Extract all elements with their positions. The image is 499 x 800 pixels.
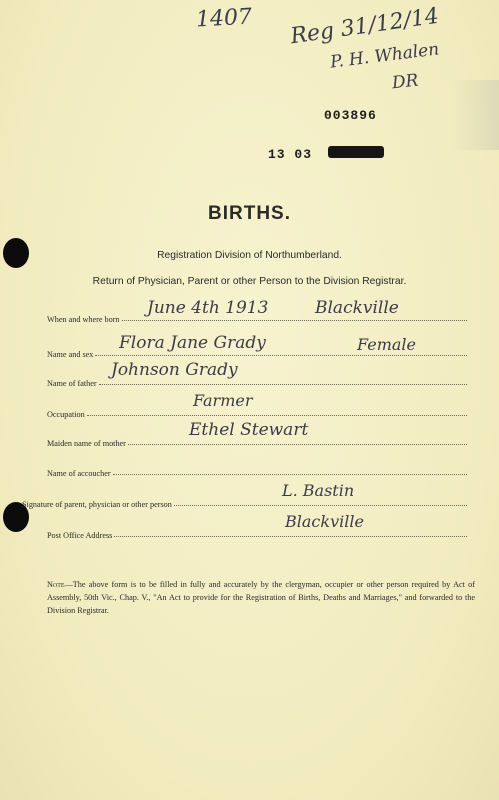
birth-date-value: June 4th 1913 xyxy=(147,298,269,318)
dotted-leader xyxy=(122,319,467,321)
field-row-birth xyxy=(47,298,467,324)
handwritten-registration-date: Reg 31/12/14 xyxy=(288,3,441,50)
field-row-occupation xyxy=(47,391,467,419)
informant-signature-value: L. Bastin xyxy=(282,481,355,500)
handwritten-record-number: 1407 xyxy=(195,4,253,33)
sex-value: Female xyxy=(357,335,416,354)
return-line: Return of Physician, Parent or other Person to the Division Registrar. xyxy=(92,276,407,287)
field-label: Occupation xyxy=(47,410,85,419)
dotted-leader xyxy=(114,535,467,537)
field-label: Signature of parent, physician or other person xyxy=(22,500,172,509)
handwritten-registrar-signature: P. H. Whalen xyxy=(329,39,441,73)
field-label: Post Office Address xyxy=(47,531,113,540)
dotted-leader xyxy=(99,383,467,385)
field-row-post-office xyxy=(47,512,467,540)
redaction-mark xyxy=(328,146,384,158)
field-label: When and where born xyxy=(47,315,120,324)
child-name-value: Flora Jane Grady xyxy=(119,333,266,353)
dotted-leader xyxy=(87,414,467,416)
dotted-leader xyxy=(174,504,467,506)
field-label: Name of father xyxy=(47,379,97,388)
field-row-father xyxy=(47,360,467,388)
field-row-accoucher xyxy=(47,462,467,478)
field-row-name-sex xyxy=(47,333,467,359)
page-stain xyxy=(451,80,499,150)
dotted-leader xyxy=(95,354,467,356)
birth-place-value: Blackville xyxy=(315,298,399,318)
dotted-leader xyxy=(113,473,467,475)
field-label: Name and sex xyxy=(47,350,94,359)
field-row-mother xyxy=(47,420,467,448)
registration-division: Registration Division of Northumberland. xyxy=(157,250,342,261)
serial-number-stamp: 003896 xyxy=(324,108,377,123)
father-name-value: Johnson Grady xyxy=(111,360,238,380)
occupation-value: Farmer xyxy=(193,391,253,410)
handwritten-registrar-title: DR xyxy=(391,70,420,94)
post-office-value: Blackville xyxy=(285,512,364,531)
dotted-leader xyxy=(128,443,467,445)
mother-maiden-name-value: Ethel Stewart xyxy=(189,420,309,440)
code-stamp: 13 03 xyxy=(268,147,313,162)
field-label: Name of accoucher xyxy=(47,469,111,478)
note-lead: Note xyxy=(47,580,65,589)
form-title: BIRTHS. xyxy=(208,203,291,224)
form-note xyxy=(47,578,475,617)
note-text: —The above form is to be filled in fully and accurately by the clergyman, occupier or other person required by Act of Assembly, 50th Vic., Chap. V., "An Act to provide for the Registration of Births, Deaths and Marriages," and forwarded to the Division Registrar. xyxy=(47,580,475,615)
field-row-signature xyxy=(22,481,467,509)
field-label: Maiden name of mother xyxy=(47,439,126,448)
